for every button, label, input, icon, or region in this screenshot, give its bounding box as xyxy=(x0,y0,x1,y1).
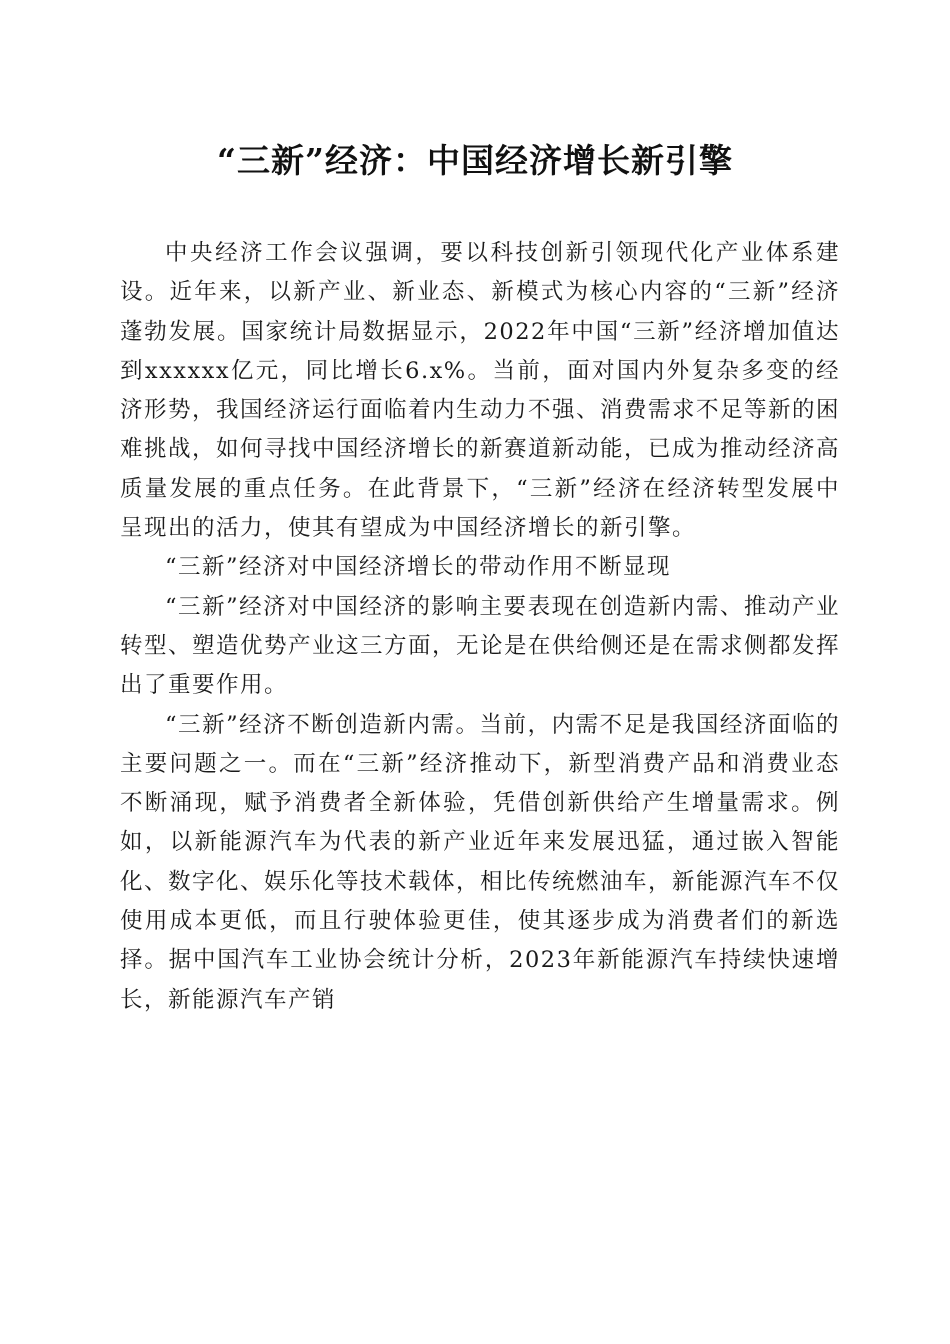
paragraph-domestic-demand: “三新”经济不断创造新内需。当前，内需不足是我国经济面临的主要问题之一。而在“三新”经济推动下，新型消费产品和消费业态不断涌现，赋予消费者全新体验，凭借创新供给产生增量需求。例如，以新能源汽车为代表的新产业近年来发展迅猛，通过嵌入智能化、数字化、娱乐化等技术载体，相比传统燃油车，新能源汽车不仅使用成本更低，而且行驶体验更佳，使其逐步成为消费者们的新选择。据中国汽车工业协会统计分析，2023年新能源汽车持续快速增长，新能源汽车产销 xyxy=(120,711,841,1013)
document-title: “三新”经济：中国经济增长新引擎 xyxy=(217,141,733,180)
document-body xyxy=(120,234,840,1020)
section-heading: “三新”经济对中国经济增长的带动作用不断显现 xyxy=(165,554,672,581)
paragraph-intro: 中央经济工作会议强调，要以科技创新引领现代化产业体系建设。近年来，以新产业、新业态、新模式为核心内容的“三新”经济蓬勃发展。国家统计局数据显示，2022年中国“三新”经济增加值达到xxxxxx亿元，同比增长6.x%。当前，面对国内外复杂多变的经济形势，我国经济运行面临着内生动力不强、消费需求不足等新的困难挑战，如何寻找中国经济增长的新赛道新动能，已成为推动经济高质量发展的重点任务。在此背景下，“三新”经济在经济转型发展中呈现出的活力，使其有望成为中国经济增长的新引擎。 xyxy=(120,240,841,542)
paragraph-impact: “三新”经济对中国经济的影响主要表现在创造新内需、推动产业转型、塑造优势产业这三方面，无论是在供给侧还是在需求侧都发挥出了重要作用。 xyxy=(120,593,841,699)
